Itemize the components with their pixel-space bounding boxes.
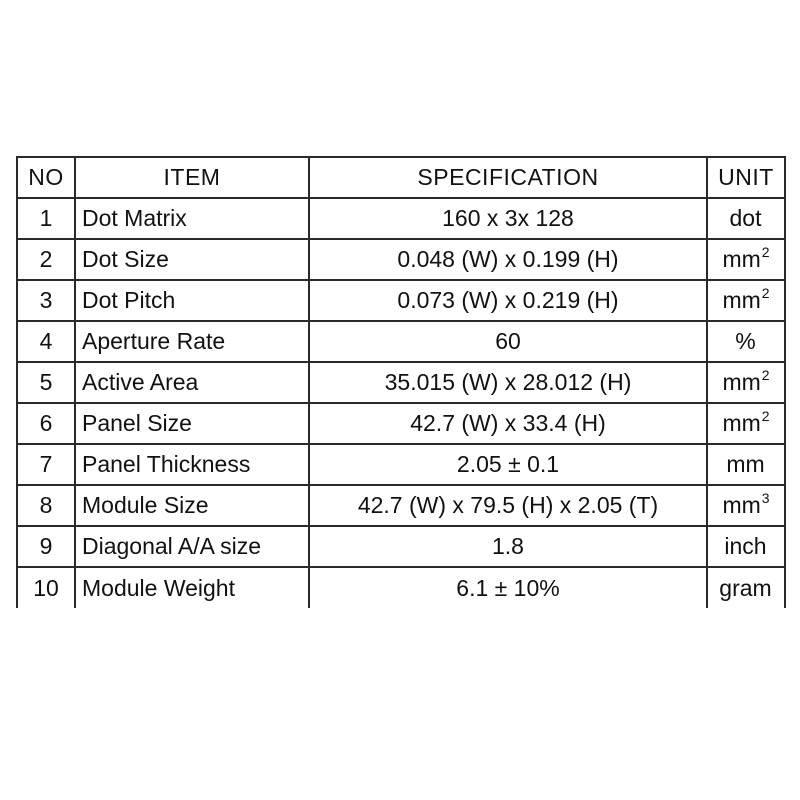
unit-text: inch <box>724 533 767 559</box>
row-item: Dot Pitch <box>75 280 309 321</box>
table-row <box>17 321 785 362</box>
unit-text: mm <box>722 369 761 395</box>
row-unit <box>707 567 785 608</box>
table-row <box>17 362 785 403</box>
row-unit <box>707 280 785 321</box>
row-item: Module Weight <box>75 567 309 608</box>
table-row <box>17 198 785 239</box>
row-item: Active Area <box>75 362 309 403</box>
row-item: Diagonal A/A size <box>75 526 309 567</box>
table-row <box>17 526 785 567</box>
row-spec: 1.8 <box>309 526 707 567</box>
table-row <box>17 403 785 444</box>
table-row <box>17 444 785 485</box>
row-unit <box>707 526 785 567</box>
row-item: Panel Size <box>75 403 309 444</box>
row-no: 8 <box>17 485 75 526</box>
header-item: ITEM <box>75 157 309 198</box>
row-unit <box>707 485 785 526</box>
header-unit: UNIT <box>707 157 785 198</box>
unit-text: mm <box>722 246 761 272</box>
unit-text: % <box>735 328 756 354</box>
row-unit <box>707 321 785 362</box>
row-no: 2 <box>17 239 75 280</box>
row-spec: 42.7 (W) x 33.4 (H) <box>309 403 707 444</box>
row-spec: 60 <box>309 321 707 362</box>
table-header <box>17 157 785 198</box>
unit-superscript: 2 <box>761 244 770 260</box>
row-unit <box>707 198 785 239</box>
unit-text: mm <box>722 492 761 518</box>
row-no: 3 <box>17 280 75 321</box>
table-row <box>17 239 785 280</box>
row-spec: 160 x 3x 128 <box>309 198 707 239</box>
row-unit <box>707 239 785 280</box>
unit-superscript: 2 <box>761 367 770 383</box>
table-row <box>17 485 785 526</box>
row-no: 5 <box>17 362 75 403</box>
table-row <box>17 567 785 608</box>
row-no: 10 <box>17 567 75 608</box>
unit-text: dot <box>729 205 762 231</box>
header-row <box>17 157 785 198</box>
unit-text: mm <box>726 451 765 477</box>
unit-superscript: 2 <box>761 285 770 301</box>
row-unit <box>707 403 785 444</box>
row-item: Aperture Rate <box>75 321 309 362</box>
row-unit <box>707 444 785 485</box>
row-spec: 0.073 (W) x 0.219 (H) <box>309 280 707 321</box>
row-item: Module Size <box>75 485 309 526</box>
unit-text: mm <box>722 410 761 436</box>
row-no: 7 <box>17 444 75 485</box>
header-specification: SPECIFICATION <box>309 157 707 198</box>
table-body <box>17 198 785 608</box>
row-spec: 6.1 ± 10% <box>309 567 707 608</box>
row-unit <box>707 362 785 403</box>
row-no: 1 <box>17 198 75 239</box>
unit-superscript: 2 <box>761 408 770 424</box>
header-no: NO <box>17 157 75 198</box>
table-row <box>17 280 785 321</box>
specification-table <box>16 156 786 608</box>
row-spec: 35.015 (W) x 28.012 (H) <box>309 362 707 403</box>
row-spec: 2.05 ± 0.1 <box>309 444 707 485</box>
unit-text: gram <box>719 574 772 601</box>
row-item: Dot Size <box>75 239 309 280</box>
row-spec: 0.048 (W) x 0.199 (H) <box>309 239 707 280</box>
row-item: Panel Thickness <box>75 444 309 485</box>
row-no: 4 <box>17 321 75 362</box>
unit-superscript: 3 <box>761 490 770 506</box>
row-spec: 42.7 (W) x 79.5 (H) x 2.05 (T) <box>309 485 707 526</box>
row-item: Dot Matrix <box>75 198 309 239</box>
unit-text: mm <box>722 287 761 313</box>
row-no: 6 <box>17 403 75 444</box>
row-no: 9 <box>17 526 75 567</box>
